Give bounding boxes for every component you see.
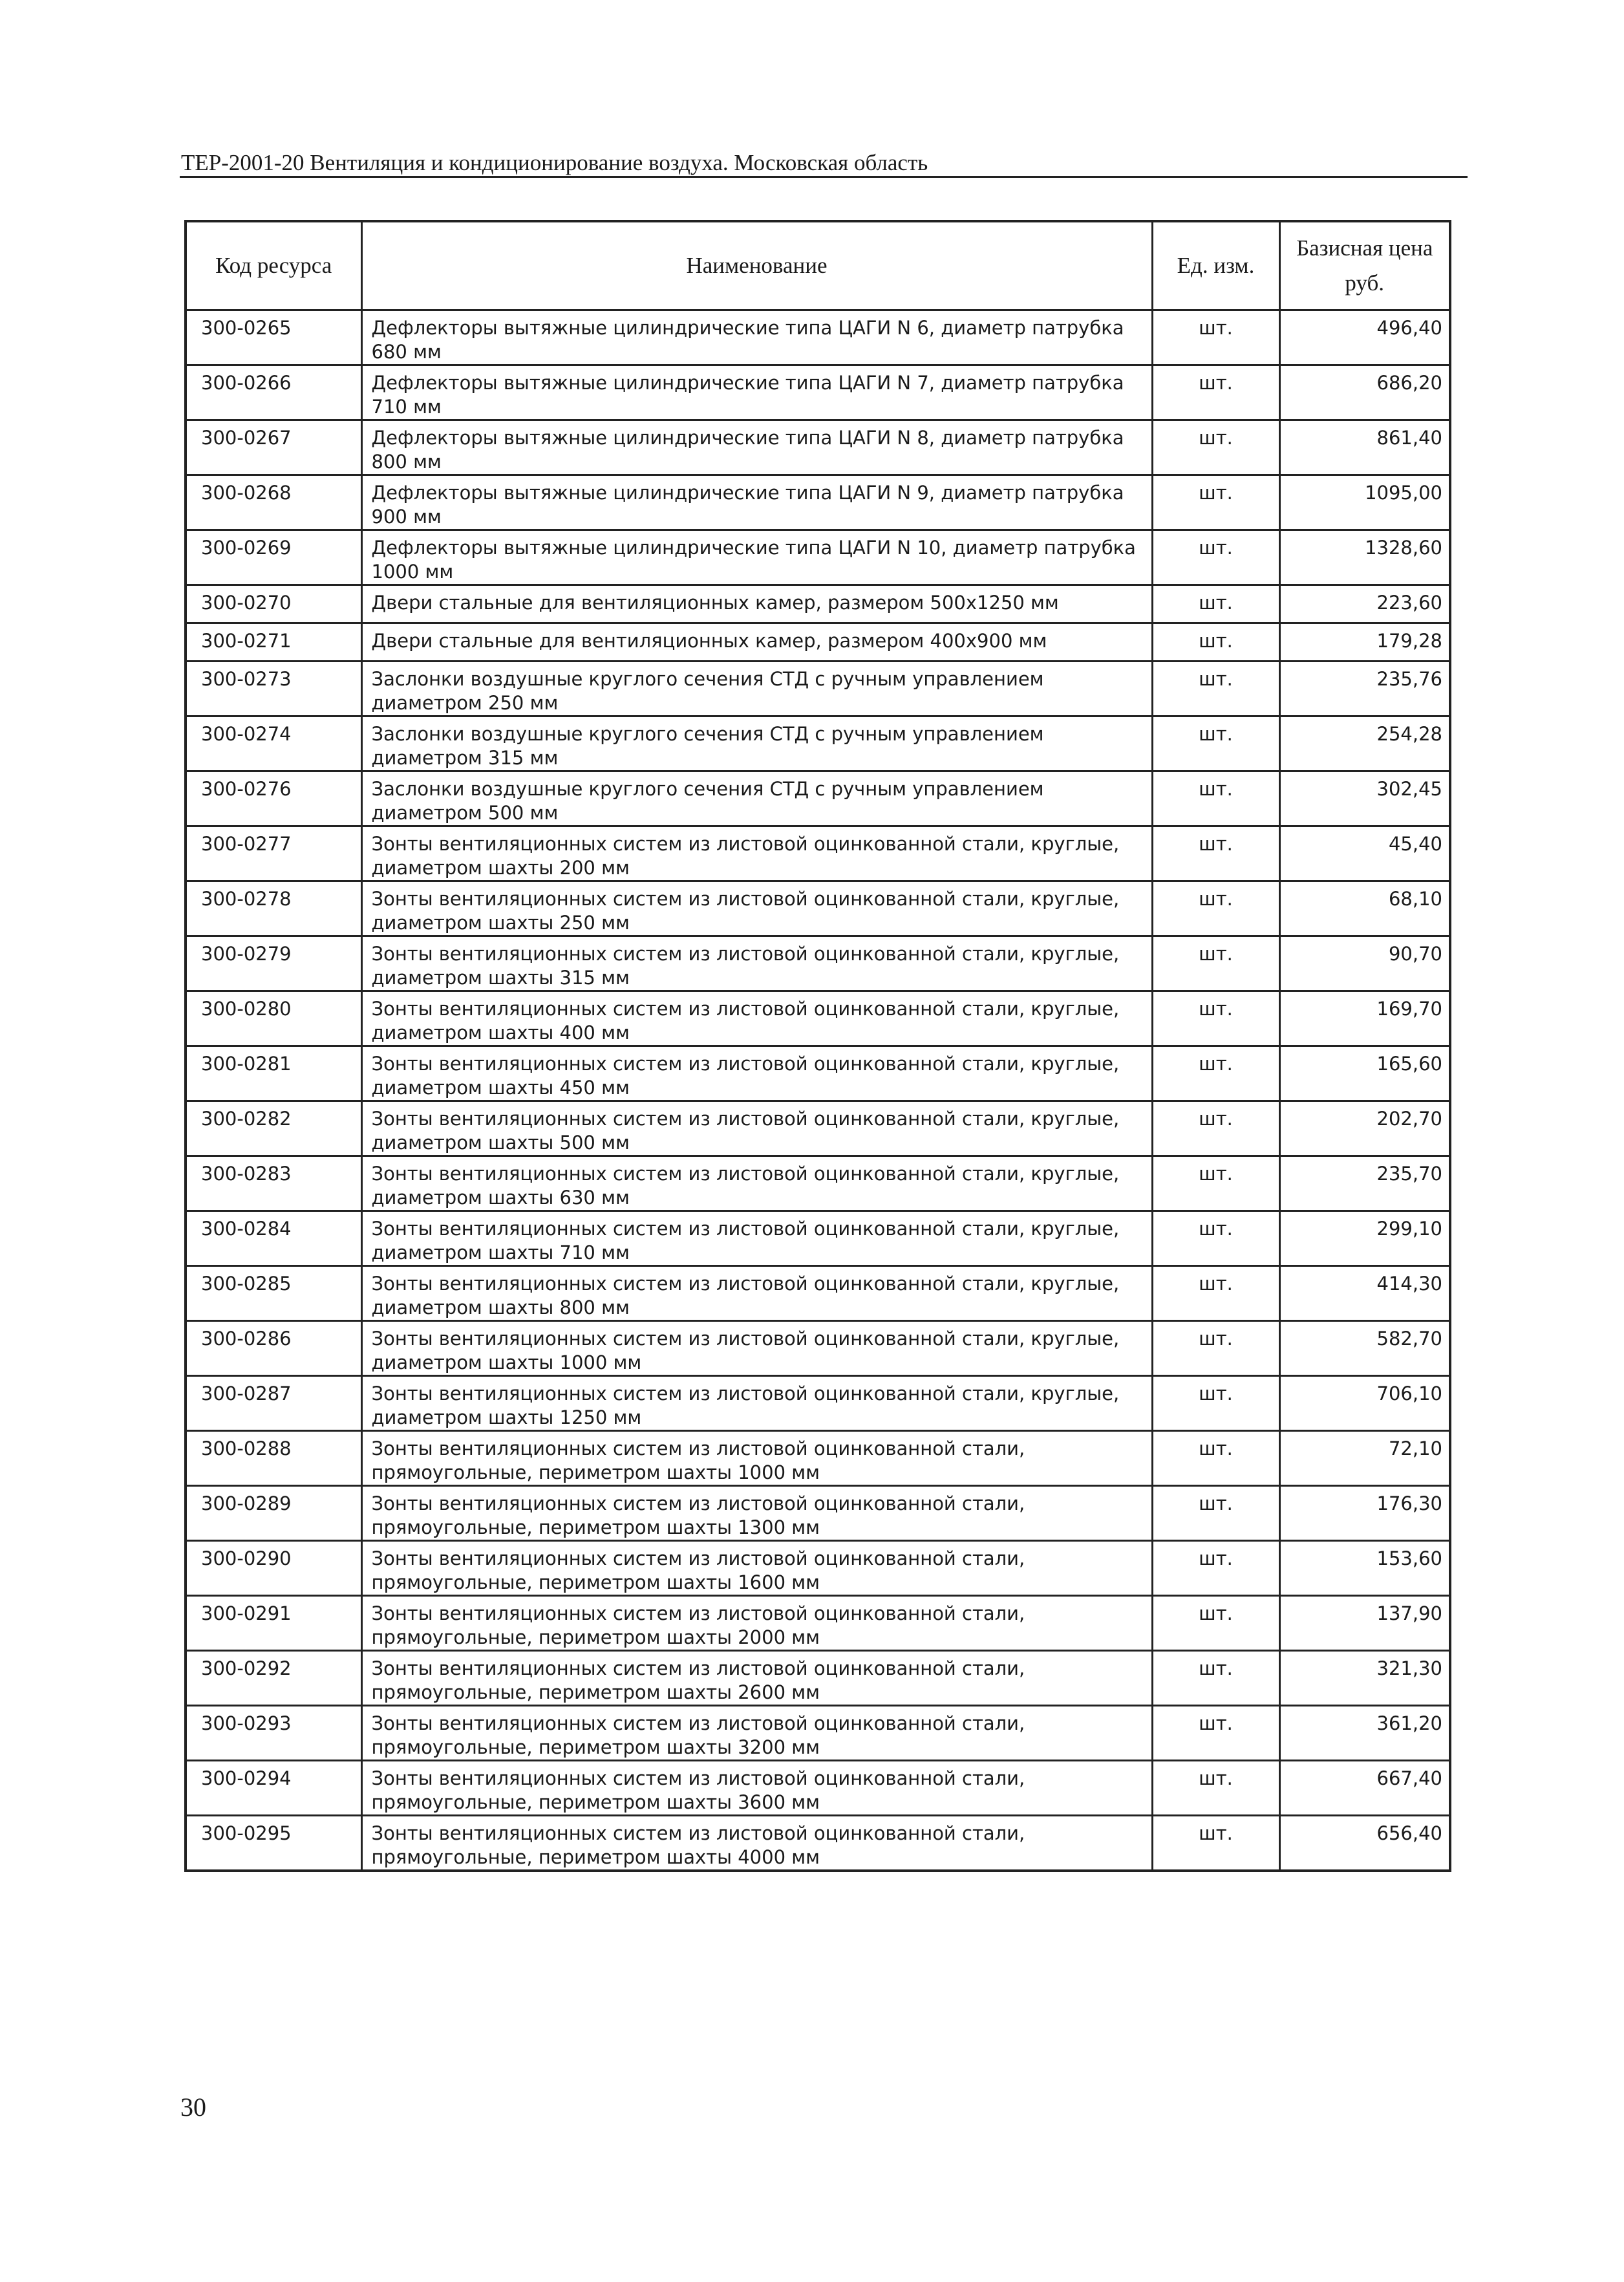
column-header-price: [1279, 221, 1450, 310]
table-row: [186, 1101, 1450, 1156]
cell-price: 361,20: [1279, 1706, 1450, 1761]
cell-unit: шт.: [1152, 530, 1279, 585]
table-row: [186, 585, 1450, 623]
cell-code: 300-0292: [186, 1651, 361, 1706]
table-row: [186, 662, 1450, 716]
table-row: [186, 1376, 1450, 1431]
cell-code: 300-0282: [186, 1101, 361, 1156]
cell-name: Заслонки воздушные круглого сечения СТД с ручным управлением диаметром 315 мм: [361, 716, 1152, 771]
cell-price: 254,28: [1279, 716, 1450, 771]
column-header-price-line2: руб.: [1345, 270, 1385, 296]
cell-name: Зонты вентиляционных систем из листовой оцинкованной стали, прямоугольные, периметром шахты 2600 мм: [361, 1651, 1152, 1706]
cell-name: Зонты вентиляционных систем из листовой оцинкованной стали, прямоугольные, периметром шахты 1000 мм: [361, 1431, 1152, 1486]
cell-name: Зонты вентиляционных систем из листовой оцинкованной стали, круглые, диаметром шахты 500 мм: [361, 1101, 1152, 1156]
cell-name: Зонты вентиляционных систем из листовой оцинкованной стали, круглые, диаметром шахты 450 мм: [361, 1046, 1152, 1101]
cell-price: 45,40: [1279, 826, 1450, 881]
cell-code: 300-0293: [186, 1706, 361, 1761]
table-row: [186, 1486, 1450, 1541]
cell-price: 137,90: [1279, 1596, 1450, 1651]
table-row: [186, 1211, 1450, 1266]
page-header: ТЕР-2001-20 Вентиляция и кондиционирование воздуха. Московская область: [181, 150, 928, 175]
cell-code: 300-0280: [186, 991, 361, 1046]
cell-name: Зонты вентиляционных систем из листовой оцинкованной стали, круглые, диаметром шахты 800 мм: [361, 1266, 1152, 1321]
cell-price: 165,60: [1279, 1046, 1450, 1101]
table-row: [186, 881, 1450, 936]
cell-name: Зонты вентиляционных систем из листовой оцинкованной стали, круглые, диаметром шахты 1000 мм: [361, 1321, 1152, 1376]
table-header-row: [186, 221, 1450, 310]
cell-code: 300-0285: [186, 1266, 361, 1321]
cell-price: 202,70: [1279, 1101, 1450, 1156]
cell-name: Заслонки воздушные круглого сечения СТД с ручным управлением диаметром 500 мм: [361, 771, 1152, 826]
cell-name: Зонты вентиляционных систем из листовой оцинкованной стали, прямоугольные, периметром шахты 4000 мм: [361, 1816, 1152, 1871]
cell-code: 300-0267: [186, 420, 361, 475]
cell-name: Зонты вентиляционных систем из листовой оцинкованной стали, круглые, диаметром шахты 710 мм: [361, 1211, 1152, 1266]
cell-code: 300-0277: [186, 826, 361, 881]
cell-name: Дефлекторы вытяжные цилиндрические типа ЦАГИ N 7, диаметр патрубка 710 мм: [361, 365, 1152, 420]
cell-name: Заслонки воздушные круглого сечения СТД с ручным управлением диаметром 250 мм: [361, 662, 1152, 716]
cell-price: 1095,00: [1279, 475, 1450, 530]
cell-name: Зонты вентиляционных систем из листовой оцинкованной стали, прямоугольные, периметром шахты 3200 мм: [361, 1706, 1152, 1761]
cell-unit: шт.: [1152, 1376, 1279, 1431]
cell-name: Дефлекторы вытяжные цилиндрические типа ЦАГИ N 9, диаметр патрубка 900 мм: [361, 475, 1152, 530]
cell-name: Зонты вентиляционных систем из листовой оцинкованной стали, прямоугольные, периметром шахты 1600 мм: [361, 1541, 1152, 1596]
column-header-code: Код ресурса: [186, 221, 361, 310]
table-row: [186, 1816, 1450, 1871]
cell-code: 300-0295: [186, 1816, 361, 1871]
cell-name: Зонты вентиляционных систем из листовой оцинкованной стали, круглые, диаметром шахты 400 мм: [361, 991, 1152, 1046]
cell-name: Зонты вентиляционных систем из листовой оцинкованной стали, круглые, диаметром шахты 315 мм: [361, 936, 1152, 991]
cell-unit: шт.: [1152, 1761, 1279, 1816]
table-row: [186, 1761, 1450, 1816]
cell-unit: шт.: [1152, 771, 1279, 826]
cell-unit: шт.: [1152, 1431, 1279, 1486]
cell-price: 1328,60: [1279, 530, 1450, 585]
table-row: [186, 991, 1450, 1046]
cell-code: 300-0278: [186, 881, 361, 936]
cell-unit: шт.: [1152, 991, 1279, 1046]
cell-name: Дефлекторы вытяжные цилиндрические типа ЦАГИ N 8, диаметр патрубка 800 мм: [361, 420, 1152, 475]
cell-code: 300-0289: [186, 1486, 361, 1541]
table-row: [186, 623, 1450, 662]
table-row: [186, 771, 1450, 826]
cell-code: 300-0269: [186, 530, 361, 585]
cell-price: 72,10: [1279, 1431, 1450, 1486]
table-row: [186, 1431, 1450, 1486]
column-header-price-line1: Базисная цена: [1296, 235, 1433, 261]
table-row: [186, 826, 1450, 881]
cell-unit: шт.: [1152, 1486, 1279, 1541]
cell-name: Зонты вентиляционных систем из листовой оцинкованной стали, круглые, диаметром шахты 630 мм: [361, 1156, 1152, 1211]
cell-unit: шт.: [1152, 475, 1279, 530]
cell-price: 656,40: [1279, 1816, 1450, 1871]
table-row: [186, 530, 1450, 585]
table-row: [186, 1046, 1450, 1101]
table-row: [186, 1651, 1450, 1706]
cell-unit: шт.: [1152, 420, 1279, 475]
cell-name: Зонты вентиляционных систем из листовой оцинкованной стали, круглые, диаметром шахты 200 мм: [361, 826, 1152, 881]
cell-name: Дефлекторы вытяжные цилиндрические типа ЦАГИ N 10, диаметр патрубка 1000 мм: [361, 530, 1152, 585]
cell-name: Зонты вентиляционных систем из листовой оцинкованной стали, прямоугольные, периметром шахты 3600 мм: [361, 1761, 1152, 1816]
cell-unit: шт.: [1152, 585, 1279, 623]
cell-code: 300-0294: [186, 1761, 361, 1816]
table-row: [186, 1706, 1450, 1761]
cell-price: 153,60: [1279, 1541, 1450, 1596]
cell-unit: шт.: [1152, 365, 1279, 420]
cell-price: 706,10: [1279, 1376, 1450, 1431]
table-row: [186, 1156, 1450, 1211]
cell-price: 686,20: [1279, 365, 1450, 420]
cell-unit: шт.: [1152, 826, 1279, 881]
cell-code: 300-0287: [186, 1376, 361, 1431]
cell-code: 300-0288: [186, 1431, 361, 1486]
cell-price: 496,40: [1279, 310, 1450, 365]
cell-price: 179,28: [1279, 623, 1450, 662]
cell-code: 300-0284: [186, 1211, 361, 1266]
cell-code: 300-0268: [186, 475, 361, 530]
table-row: [186, 365, 1450, 420]
cell-name: Двери стальные для вентиляционных камер, размером 400x900 мм: [361, 623, 1152, 662]
table-row: [186, 310, 1450, 365]
cell-name: Зонты вентиляционных систем из листовой оцинкованной стали, круглые, диаметром шахты 250 мм: [361, 881, 1152, 936]
table-row: [186, 1596, 1450, 1651]
header-rule: [180, 176, 1468, 178]
cell-code: 300-0274: [186, 716, 361, 771]
table-row: [186, 936, 1450, 991]
cell-name: Зонты вентиляционных систем из листовой оцинкованной стали, прямоугольные, периметром шахты 2000 мм: [361, 1596, 1152, 1651]
cell-unit: шт.: [1152, 1816, 1279, 1871]
cell-unit: шт.: [1152, 1651, 1279, 1706]
cell-price: 321,30: [1279, 1651, 1450, 1706]
cell-code: 300-0266: [186, 365, 361, 420]
cell-code: 300-0286: [186, 1321, 361, 1376]
table-body: [186, 310, 1450, 1871]
cell-unit: шт.: [1152, 1596, 1279, 1651]
cell-unit: шт.: [1152, 1156, 1279, 1211]
cell-unit: шт.: [1152, 662, 1279, 716]
cell-price: 302,45: [1279, 771, 1450, 826]
cell-price: 176,30: [1279, 1486, 1450, 1541]
cell-price: 90,70: [1279, 936, 1450, 991]
cell-code: 300-0279: [186, 936, 361, 991]
table-row: [186, 1266, 1450, 1321]
cell-price: 861,40: [1279, 420, 1450, 475]
cell-name: Зонты вентиляционных систем из листовой оцинкованной стали, прямоугольные, периметром шахты 1300 мм: [361, 1486, 1152, 1541]
cell-price: 299,10: [1279, 1211, 1450, 1266]
table-row: [186, 1321, 1450, 1376]
cell-price: 235,76: [1279, 662, 1450, 716]
table-row: [186, 475, 1450, 530]
cell-price: 235,70: [1279, 1156, 1450, 1211]
resource-price-table: [184, 220, 1451, 1872]
cell-unit: шт.: [1152, 1101, 1279, 1156]
cell-code: 300-0273: [186, 662, 361, 716]
cell-unit: шт.: [1152, 881, 1279, 936]
cell-unit: шт.: [1152, 936, 1279, 991]
table-row: [186, 1541, 1450, 1596]
cell-price: 667,40: [1279, 1761, 1450, 1816]
cell-unit: шт.: [1152, 1321, 1279, 1376]
cell-unit: шт.: [1152, 1706, 1279, 1761]
cell-code: 300-0265: [186, 310, 361, 365]
cell-name: Дефлекторы вытяжные цилиндрические типа ЦАГИ N 6, диаметр патрубка 680 мм: [361, 310, 1152, 365]
cell-unit: шт.: [1152, 1266, 1279, 1321]
cell-unit: шт.: [1152, 623, 1279, 662]
cell-unit: шт.: [1152, 1211, 1279, 1266]
page-number: 30: [180, 2093, 206, 2122]
cell-code: 300-0283: [186, 1156, 361, 1211]
cell-price: 414,30: [1279, 1266, 1450, 1321]
cell-price: 223,60: [1279, 585, 1450, 623]
cell-code: 300-0290: [186, 1541, 361, 1596]
cell-code: 300-0291: [186, 1596, 361, 1651]
cell-code: 300-0271: [186, 623, 361, 662]
cell-unit: шт.: [1152, 310, 1279, 365]
cell-code: 300-0270: [186, 585, 361, 623]
cell-unit: шт.: [1152, 716, 1279, 771]
cell-unit: шт.: [1152, 1541, 1279, 1596]
table-row: [186, 716, 1450, 771]
cell-price: 68,10: [1279, 881, 1450, 936]
column-header-name: Наименование: [361, 221, 1152, 310]
cell-price: 169,70: [1279, 991, 1450, 1046]
cell-unit: шт.: [1152, 1046, 1279, 1101]
cell-code: 300-0281: [186, 1046, 361, 1101]
table-row: [186, 420, 1450, 475]
cell-code: 300-0276: [186, 771, 361, 826]
cell-price: 582,70: [1279, 1321, 1450, 1376]
cell-name: Двери стальные для вентиляционных камер, размером 500x1250 мм: [361, 585, 1152, 623]
cell-name: Зонты вентиляционных систем из листовой оцинкованной стали, круглые, диаметром шахты 1250 мм: [361, 1376, 1152, 1431]
column-header-unit: Ед. изм.: [1152, 221, 1279, 310]
